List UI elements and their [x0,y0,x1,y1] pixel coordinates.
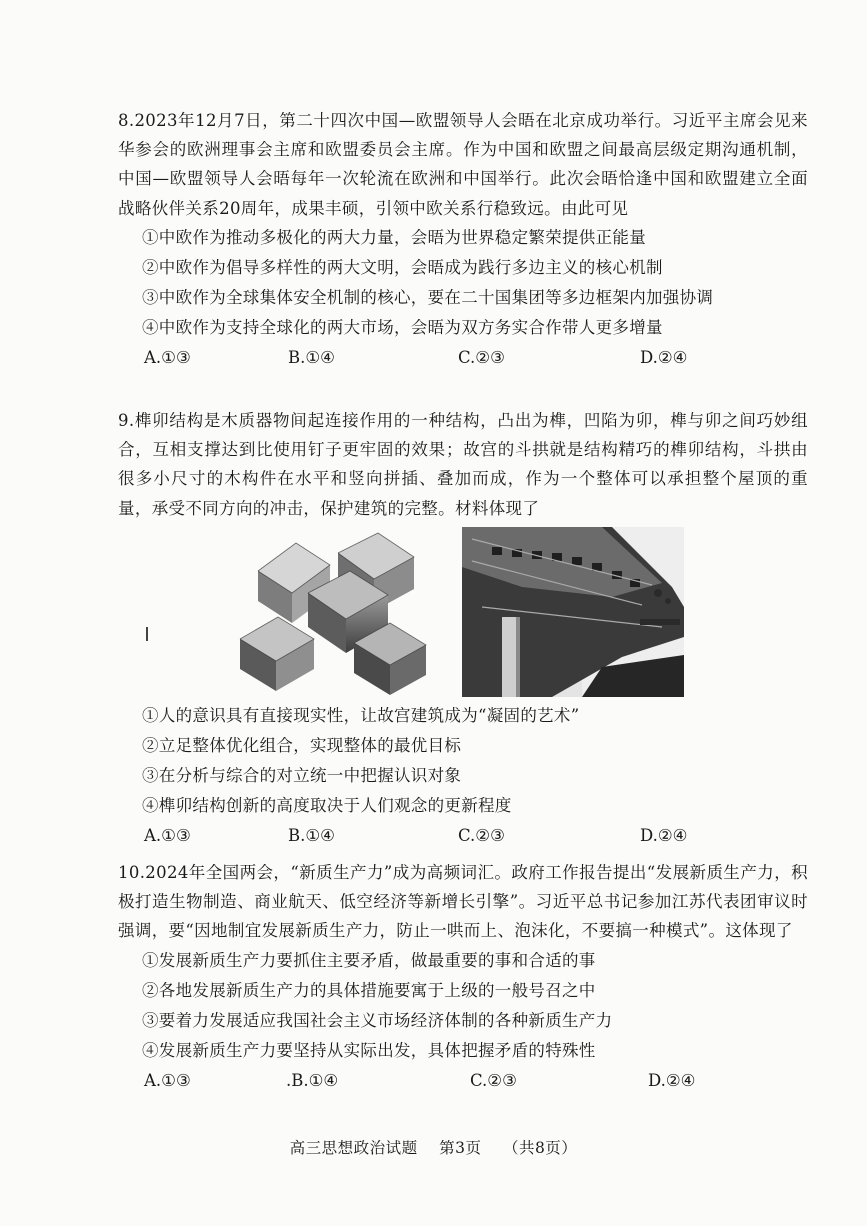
choice-b[interactable]: B.①④ [288,825,335,845]
statement-option: ④发展新质生产力要坚持从实际出发，具体把握矛盾的特殊性 [142,1040,596,1060]
question-9 [118,406,808,851]
choice-a[interactable]: A.①③ [144,1070,191,1090]
choice-c[interactable]: C.②③ [470,1070,517,1090]
choice-a[interactable]: A.①③ [144,825,191,845]
footer-page-number: 第3页 [439,1139,482,1157]
statement-option: ①发展新质生产力要抓住主要矛盾，做最重要的事和合适的事 [142,950,596,970]
choice-b[interactable]: B.①④ [288,347,335,367]
footer-total-pages: （共8页） [502,1139,578,1157]
figure-row [118,527,808,699]
statement-option: ②各地发展新质生产力的具体措施要寓于上级的一般号召之中 [142,980,596,1000]
statement-option: ③要着力发展适应我国社会主义市场经济体制的各种新质生产力 [142,1010,613,1030]
answer-choices [118,821,808,851]
answer-choices [118,1066,808,1096]
choice-c[interactable]: C.②③ [458,347,505,367]
footer-subject: 高三思想政治试题 [289,1139,418,1157]
choice-d[interactable]: D.②④ [640,825,688,845]
choice-b[interactable]: .B.①④ [286,1070,339,1090]
statement-option: ②立足整体优化组合，实现整体的最优目标 [142,735,462,755]
statement-option: ②中欧作为倡导多样性的两大文明，会晤成为践行多边主义的核心机制 [142,257,663,277]
choice-d[interactable]: D.②④ [648,1070,696,1090]
choice-c[interactable]: C.②③ [458,825,505,845]
question-stem: 8.2023年12月7日，第二十四次中国—欧盟领导人会晤在北京成功举行。习近平主席会见来华参会的欧洲理事会主席和欧盟委员会主席。作为中国和欧盟之间最高层级定期沟通机制，中国—欧盟领导人会晤每年一次轮流在欧洲和中国举行。此次会晤恰逢中国和欧盟建立全面战略伙伴关系20周年，成果丰硕，引领中欧关系行稳致远。由此可见 [118,111,808,218]
question-stem: 9.榫卯结构是木质器物间起连接作用的一种结构，凸出为榫，凹陷为卯，榫与卯之间巧妙组合，互相支撑达到比使用钉子更牢固的效果；故宫的斗拱就是结构精巧的榫卯结构，斗拱由很多小尺寸的木构件在水平和竖向拼插、叠加而成，作为一个整体可以承担整个屋顶的重量，承受不同方向的冲击，保护建筑的完整。材料体现了 [118,411,808,518]
statement-option: ①人的意识具有直接现实性，让故宫建筑成为“凝固的艺术” [142,705,580,725]
choice-d[interactable]: D.②④ [640,347,688,367]
question-10 [118,858,808,1096]
scan-mark [146,627,148,641]
statement-option: ④榫卯结构创新的高度取决于人们观念的更新程度 [142,795,512,815]
question-8 [118,106,808,373]
statement-option: ①中欧作为推动多极化的两大力量，会晤为世界稳定繁荣提供正能量 [142,227,646,247]
answer-choices [118,343,808,373]
statement-option: ③中欧作为全球集体安全机制的核心，要在二十国集团等多边框架内加强协调 [142,287,714,307]
statement-option: ③在分析与综合的对立统一中把握认识对象 [142,765,462,785]
page-footer [0,1136,867,1158]
statement-option: ④中欧作为支持全球化的两大市场，会晤为双方务实合作带人更多增量 [142,317,663,337]
forbidden-city-bracket-photo [462,527,684,697]
choice-a[interactable]: A.①③ [144,347,191,367]
mortise-tenon-block-image [238,531,428,697]
question-stem: 10.2024年全国两会，“新质生产力”成为高频词汇。政府工作报告提出“发展新质生产力，积极打造生物制造、商业航天、低空经济等新增长引擎”。习近平总书记参加江苏代表团审议时强调，要“因地制宜发展新质生产力，防止一哄而上、泡沫化，不要搞一种模式”。这体现了 [118,863,808,941]
